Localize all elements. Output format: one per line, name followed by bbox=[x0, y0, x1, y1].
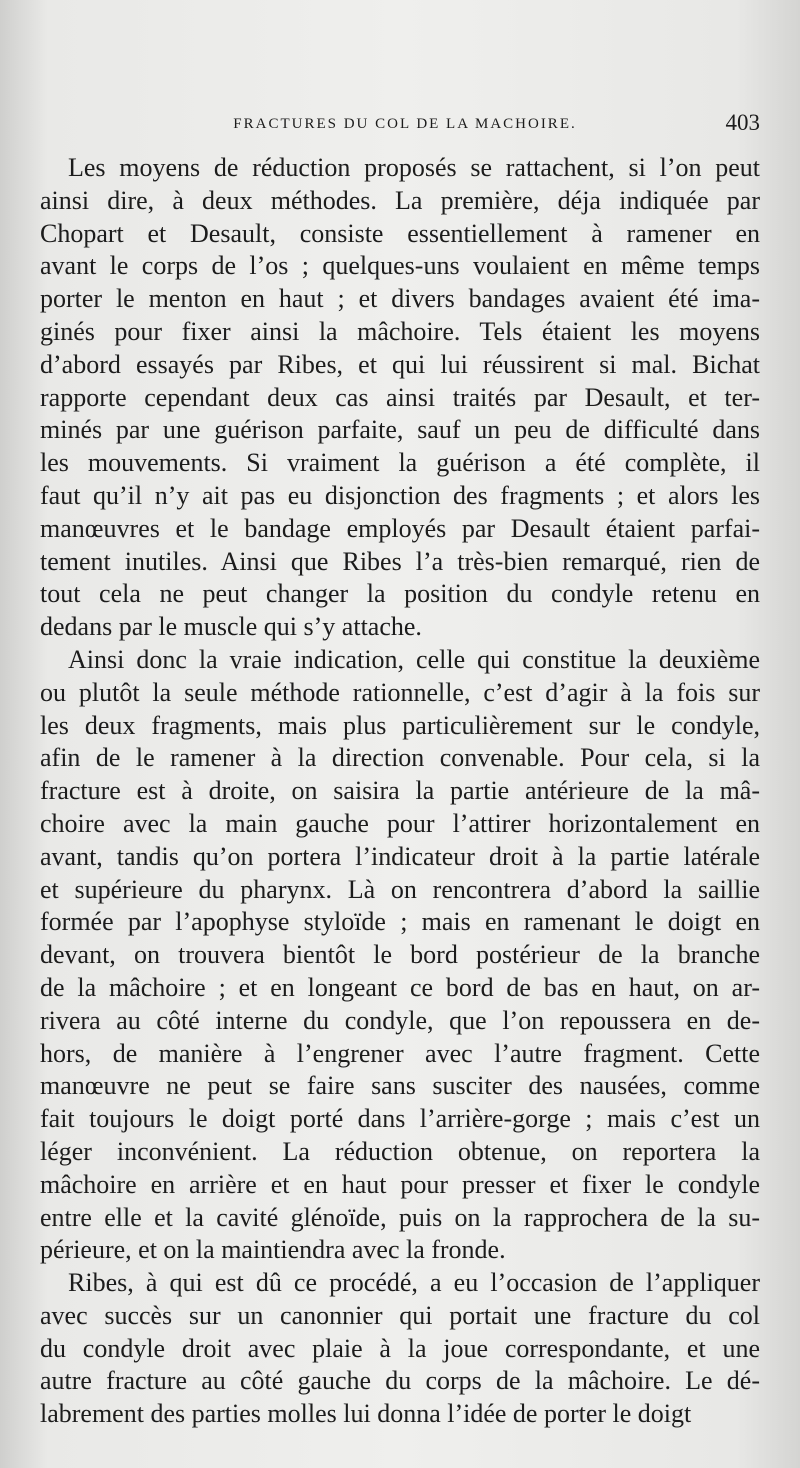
text-line: manœuvres et le bandage employés par Desault étaient parfai- bbox=[40, 513, 760, 543]
text-line: rivera au côté interne du condyle, que l’on repoussera en de- bbox=[40, 1005, 760, 1035]
running-head bbox=[40, 108, 770, 142]
text-line: du condyle droit avec plaie à la joue correspondante, et une bbox=[40, 1333, 760, 1363]
text-line: formée par l’apophyse styloïde ; mais en ramenant le doigt en bbox=[40, 907, 760, 937]
text-line: avec succès sur un canonnier qui portait une fracture du col bbox=[40, 1300, 760, 1330]
paragraph bbox=[40, 1267, 760, 1431]
paragraph bbox=[40, 644, 760, 1267]
text-line: tout cela ne peut changer la position du condyle retenu en bbox=[40, 579, 760, 609]
text-line: Chopart et Desault, consiste essentiellement à ramener en bbox=[40, 218, 760, 248]
text-line: rapporte cependant deux cas ainsi traités par Desault, et ter- bbox=[40, 382, 760, 412]
text-line: manœuvre ne peut se faire sans susciter des nausées, comme bbox=[40, 1071, 760, 1101]
body-text bbox=[40, 152, 760, 1431]
text-line: de la mâchoire ; et en longeant ce bord de bas en haut, on ar- bbox=[40, 972, 760, 1002]
page-number: 403 bbox=[725, 110, 760, 135]
text-line: faut qu’il n’y ait pas eu disjonction des fragments ; et alors les bbox=[40, 480, 760, 510]
text-line: fait toujours le doigt porté dans l’arrière-gorge ; mais c’est un bbox=[40, 1104, 760, 1134]
text-line: autre fracture au côté gauche du corps de la mâchoire. Le dé- bbox=[40, 1366, 760, 1396]
text-line: Ainsi donc la vraie indication, celle qui constitue la deuxième bbox=[68, 644, 760, 674]
text-line: d’abord essayés par Ribes, et qui lui réussirent si mal. Bichat bbox=[40, 349, 760, 379]
text-line: afin de le ramener à la direction convenable. Pour cela, si la bbox=[40, 743, 760, 773]
text-line: périeure, et on la maintiendra avec la fronde. bbox=[40, 1235, 506, 1265]
text-line: fracture est à droite, on saisira la partie antérieure de la mâ- bbox=[40, 776, 760, 806]
text-line: avant, tandis qu’on portera l’indicateur droit à la partie latérale bbox=[40, 841, 760, 871]
text-line: hors, de manière à l’engrener avec l’autre fragment. Cette bbox=[40, 1038, 760, 1068]
paragraph bbox=[40, 152, 760, 644]
text-line: les deux fragments, mais plus particulièrement sur le condyle, bbox=[40, 710, 760, 740]
text-line: avant le corps de l’os ; quelques-uns voulaient en même temps bbox=[40, 251, 760, 281]
text-line: porter le menton en haut ; et divers bandages avaient été ima- bbox=[40, 284, 760, 314]
text-line: léger inconvénient. La réduction obtenue, on reportera la bbox=[40, 1136, 760, 1166]
text-line: dedans par le muscle qui s’y attache. bbox=[40, 612, 422, 642]
text-line: ainsi dire, à deux méthodes. La première, déja indiquée par bbox=[40, 185, 760, 215]
text-line: labrement des parties molles lui donna l’idée de porter le doigt bbox=[40, 1399, 692, 1429]
text-line: ginés pour fixer ainsi la mâchoire. Tels étaient les moyens bbox=[40, 316, 760, 346]
text-line: Les moyens de réduction proposés se rattachent, si l’on peut bbox=[68, 153, 760, 182]
text-line: choire avec la main gauche pour l’attirer horizontalement en bbox=[40, 808, 760, 838]
text-line: mâchoire en arrière et en haut pour presser et fixer le condyle bbox=[40, 1169, 760, 1199]
text-line: Ribes, à qui est dû ce procédé, a eu l’occasion de l’appliquer bbox=[68, 1268, 760, 1298]
text-line: entre elle et la cavité glénoïde, puis on la rapprochera de la su- bbox=[40, 1202, 760, 1232]
text-line: tement inutiles. Ainsi que Ribes l’a très-bien remarqué, rien de bbox=[40, 546, 760, 576]
text-line: et supérieure du pharynx. Là on rencontrera d’abord la saillie bbox=[40, 874, 760, 904]
text-line: les mouvements. Si vraiment la guérison a été complète, il bbox=[40, 448, 760, 478]
running-title: FRACTURES DU COL DE LA MACHOIRE. bbox=[233, 116, 577, 132]
text-line: devant, on trouvera bientôt le bord postérieur de la branche bbox=[40, 940, 760, 970]
text-line: minés par une guérison parfaite, sauf un peu de difficulté dans bbox=[40, 415, 760, 445]
text-line: ou plutôt la seule méthode rationnelle, c’est d’agir à la fois sur bbox=[40, 677, 760, 707]
